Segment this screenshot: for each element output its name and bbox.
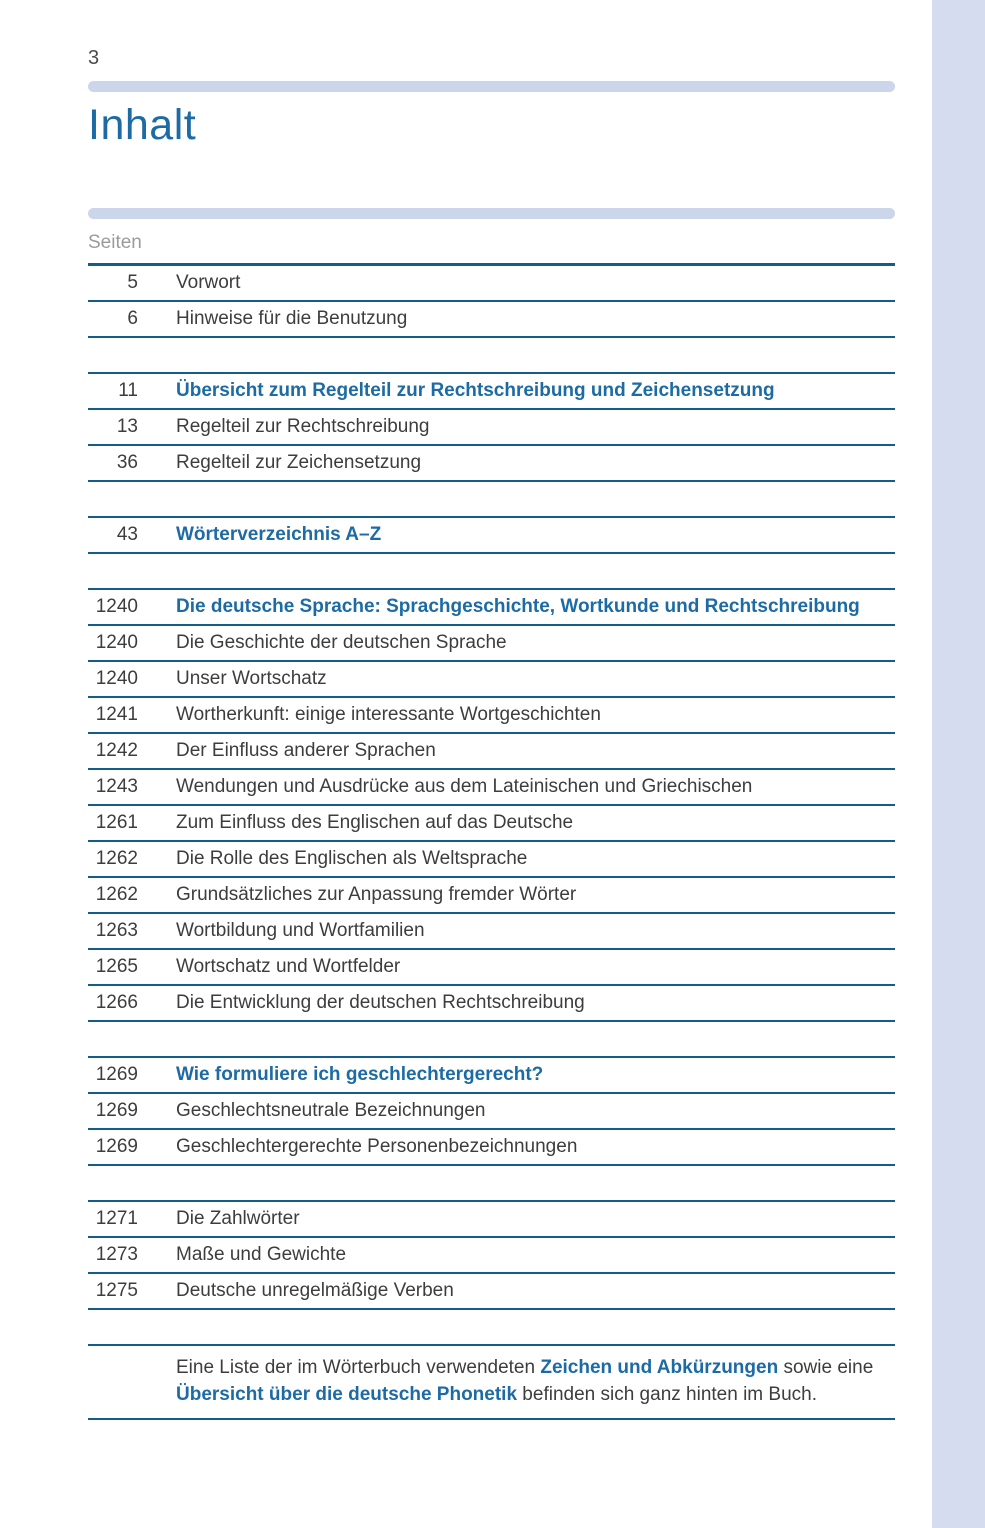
toc-group [88,1056,895,1166]
toc-entry-title: Die Zahlwörter [176,1208,300,1229]
toc-entry-title: Wörterverzeichnis A–Z [176,524,382,545]
toc-row [88,302,895,338]
toc-entry-title: Vorwort [176,272,241,293]
note-text: sowie eine [778,1357,874,1378]
toc-page-number: 43 [116,524,138,545]
toc-group [88,1200,895,1310]
toc-table [88,263,895,1310]
page-edge-strip [932,0,985,1528]
toc-entry-title: Regelteil zur Rechtschreibung [176,416,430,437]
toc-entry-title: Übersicht zum Regelteil zur Rechtschreibung und Zeichensetzung [176,380,775,401]
toc-page-number: 1266 [95,992,138,1013]
toc-row [88,1094,895,1130]
note-text: Eine Liste der im Wörterbuch verwendeten [176,1357,541,1378]
toc-row [88,734,895,770]
toc-page-number: 1263 [95,920,138,941]
note-emphasis-text: Übersicht über die deutsche Phonetik [176,1384,518,1405]
toc-page-number: 1240 [95,632,138,653]
toc-group [88,516,895,554]
toc-page-number: 13 [116,416,138,437]
toc-page-number: 6 [127,308,138,329]
toc-row [88,986,895,1022]
toc-entry-title: Die Geschichte der deutschen Sprache [176,632,507,653]
toc-page-number: 1269 [95,1136,138,1157]
decorative-bar-middle [88,208,895,219]
toc-page-number: 11 [118,380,138,401]
toc-row [88,1238,895,1274]
pages-column-header: Seiten [88,232,142,253]
toc-row [88,1058,895,1094]
toc-page-number: 36 [116,452,138,473]
toc-row [88,914,895,950]
toc-row [88,626,895,662]
toc-entry-title: Wie formuliere ich geschlechtergerecht? [176,1064,544,1085]
toc-group [88,372,895,482]
toc-entry-title: Wortschatz und Wortfelder [176,956,401,977]
toc-row [88,1274,895,1310]
page-title: Inhalt [88,101,197,149]
toc-row [88,518,895,554]
toc-entry-title: Unser Wortschatz [176,668,327,689]
toc-row [88,410,895,446]
toc-group [88,588,895,1022]
toc-entry-title: Deutsche unregelmäßige Verben [176,1280,454,1301]
toc-row [88,1202,895,1238]
toc-entry-title: Die deutsche Sprache: Sprachgeschichte, Wortkunde und Rechtschreibung [176,596,860,617]
page-number: 3 [88,47,100,69]
toc-page-number: 1262 [95,848,138,869]
toc-page-number: 1262 [95,884,138,905]
footer-note [88,1344,895,1420]
toc-row [88,770,895,806]
toc-entry-title: Geschlechtsneutrale Bezeichnungen [176,1100,486,1121]
toc-entry-title: Geschlechtergerechte Personenbezeichnungen [176,1136,578,1157]
toc-row [88,266,895,302]
toc-group [88,263,895,338]
toc-row [88,590,895,626]
toc-row [88,374,895,410]
toc-row [88,698,895,734]
toc-page-number: 1240 [95,668,138,689]
toc-entry-title: Regelteil zur Zeichensetzung [176,452,422,473]
page-content [88,0,895,1420]
toc-entry-title: Maße und Gewichte [176,1244,347,1265]
toc-page-number: 1273 [95,1244,138,1265]
toc-page-number: 1269 [95,1064,138,1085]
toc-page-number: 1242 [95,740,138,761]
toc-page-number: 1275 [95,1280,138,1301]
toc-entry-title: Die Rolle des Englischen als Weltsprache [176,848,528,869]
toc-row [88,878,895,914]
toc-row [88,1130,895,1166]
note-emphasis-text: Zeichen und Abkürzungen [540,1357,779,1378]
toc-row [88,662,895,698]
toc-page-number: 5 [127,272,138,293]
toc-page-number: 1240 [95,596,138,617]
toc-row [88,842,895,878]
toc-entry-title: Wendungen und Ausdrücke aus dem Lateinischen und Griechischen [176,776,753,797]
toc-page-number: 1243 [95,776,138,797]
toc-page-number: 1261 [95,812,138,833]
decorative-bar-top [88,81,895,92]
toc-entry-title: Die Entwicklung der deutschen Rechtschreibung [176,992,585,1013]
toc-page-number: 1265 [95,956,138,977]
toc-entry-title: Wortherkunft: einige interessante Wortgeschichten [176,704,601,725]
toc-row [88,950,895,986]
toc-entry-title: Wortbildung und Wortfamilien [176,920,425,941]
toc-entry-title: Der Einfluss anderer Sprachen [176,740,436,761]
toc-page-number: 1241 [95,704,138,725]
toc-entry-title: Grundsätzliches zur Anpassung fremder Wörter [176,884,577,905]
note-text: befinden sich ganz hinten im Buch. [517,1384,817,1405]
toc-page-number: 1271 [95,1208,138,1229]
toc-row [88,446,895,482]
toc-page-number: 1269 [95,1100,138,1121]
toc-entry-title: Zum Einfluss des Englischen auf das Deutsche [176,812,574,833]
toc-row [88,806,895,842]
toc-entry-title: Hinweise für die Benutzung [176,308,408,329]
